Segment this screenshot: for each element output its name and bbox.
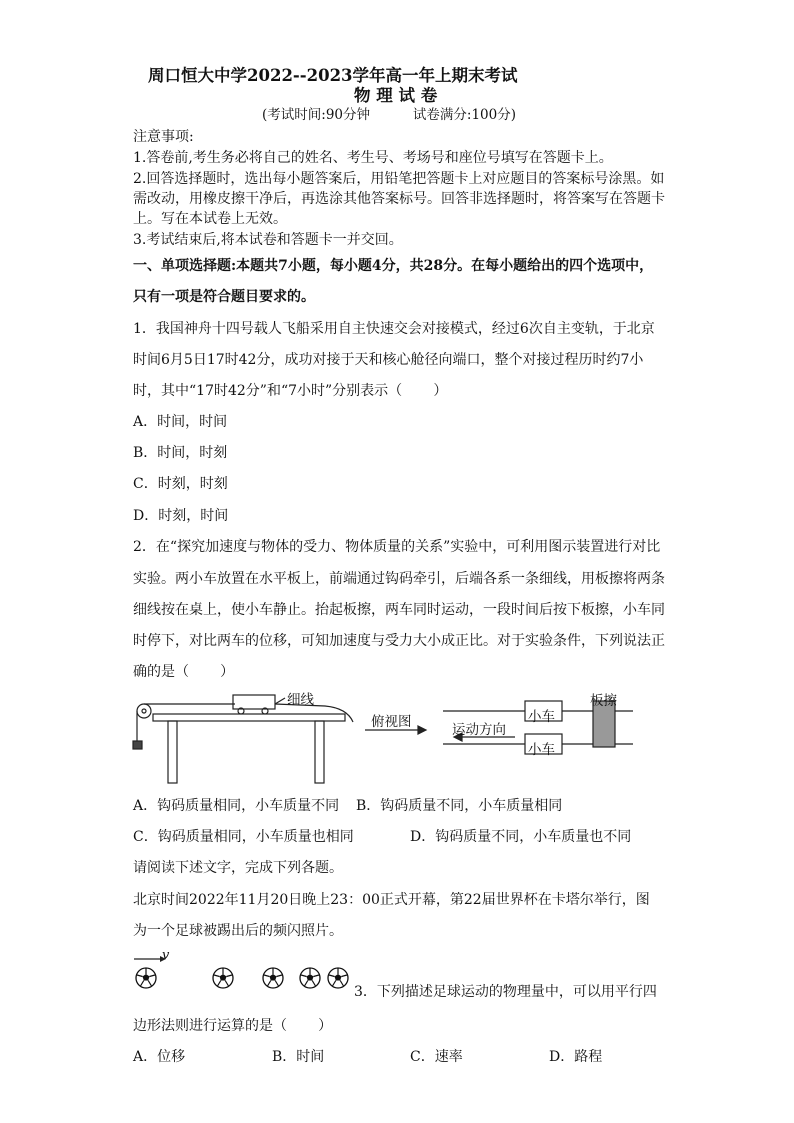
q3-option-a: A．位移 (133, 1049, 186, 1065)
subject-title: 物 理 试 卷 (354, 86, 438, 105)
q2-option-c: C．钩码质量相同，小车质量也相同 (133, 829, 354, 845)
question-1-text: 1．我国神舟十四号载人飞船采用自主快速交会对接模式，经过6次自主变轨，于北京 (133, 321, 655, 337)
question-2-text: 细线按在桌上，使小车静止。抬起板擦，两车同时运动，一段时间后按下板擦，小车同 (133, 602, 665, 618)
hook-weight (133, 741, 142, 749)
notes-line: 2.回答选择题时，选出每小题答案后，用铅笔把答题卡上对应题目的答案标号涂黑。如 (133, 171, 665, 187)
reading-text: 北京时间2022年11月20日晚上23：00正式开幕，第22届世界杯在卡塔尔举行，图 (133, 892, 650, 908)
thread-label: 细线 (287, 692, 314, 708)
q1-option-c: C．时刻，时刻 (133, 476, 228, 492)
notes-line: 需改动，用橡皮擦干净后，再选涂其他答案标号。回答非选择题时，将答案写在答题卡 (133, 191, 665, 207)
reading-prompt: 请阅读下述文字，完成下列各题。 (133, 860, 343, 876)
cart (233, 695, 275, 709)
section-heading: 一、单项选择题:本题共7小题，每小题4分，共28分。在每小题给出的四个选项中， (133, 258, 654, 274)
soccer-ball-icon (212, 967, 234, 989)
question-1-text: 时间6月5日17时42分，成功对接于天和核心舱径向端口，整个对接过程历时约7小 (133, 352, 644, 368)
question-3-text: 边形法则进行运算的是（ ） (133, 1018, 333, 1034)
q1-option-b: B．时间，时刻 (133, 445, 228, 461)
soccer-ball-icon (262, 967, 284, 989)
question-1-text: 时，其中“17时42分”和“7小时”分别表示（ ） (133, 383, 448, 399)
table-top (153, 714, 345, 721)
notes-heading: 注意事项: (133, 129, 194, 145)
notes-line: 上。写在本试卷上无效。 (133, 211, 287, 227)
exam-info: (考试时间:90分钟 试卷满分:100分) (262, 107, 516, 123)
q3-option-d: D．路程 (549, 1049, 603, 1065)
q1-option-d: D．时刻，时间 (133, 508, 229, 524)
pulley (137, 704, 151, 718)
q3-option-c: C．速率 (410, 1049, 463, 1065)
question-2-text: 2．在“探究加速度与物体的受力、物体质量的关系”实验中，可利用图示装置进行对比 (133, 539, 661, 555)
question-2-text: 确的是（ ） (133, 664, 235, 680)
notes-line: 1.答卷前,考生务必将自己的姓名、考生号、考场号和座位号填写在答题卡上。 (133, 150, 613, 166)
direction-label: 运动方向 (452, 722, 506, 738)
question-3-text: 3．下列描述足球运动的物理量中，可以用平行四 (354, 984, 657, 1000)
section-heading-cont: 只有一项是符合题目要求的。 (133, 289, 315, 305)
table-leg (315, 721, 324, 783)
reading-text: 为一个足球被踢出后的频闪照片。 (133, 923, 343, 939)
school-title: 周口恒大中学2022--2023学年高一年上期末考试 (148, 66, 518, 85)
q2-option-b: B．钩码质量不同，小车质量相同 (356, 798, 563, 814)
table-leg (168, 721, 177, 783)
eraser-label: 板擦 (590, 693, 617, 709)
soccer-ball-icon (299, 967, 321, 989)
experiment-figure (125, 686, 645, 786)
q2-option-a: A．钩码质量相同，小车质量不同 (133, 798, 340, 814)
notes-line: 3.考试结束后,将本试卷和答题卡一并交回。 (133, 232, 403, 248)
cart-label: 小车 (528, 742, 555, 758)
q3-option-b: B．时间 (272, 1049, 325, 1065)
question-2-text: 时停下，对比两车的位移，可知加速度与受力大小成正比。对于实验条件，下列说法正 (133, 633, 665, 649)
q1-option-a: A．时间，时间 (133, 414, 228, 430)
cart-label: 小车 (528, 709, 555, 725)
soccer-ball-icon (135, 967, 157, 989)
top-view-label: 俯视图 (371, 714, 412, 730)
soccer-ball-icon (327, 967, 349, 989)
velocity-label: v (162, 948, 170, 963)
question-2-text: 实验。两小车放置在水平板上，前端通过钩码牵引，后端各系一条细线，用板擦将两条 (133, 571, 665, 587)
q2-option-d: D．钩码质量不同，小车质量也不同 (410, 829, 632, 845)
